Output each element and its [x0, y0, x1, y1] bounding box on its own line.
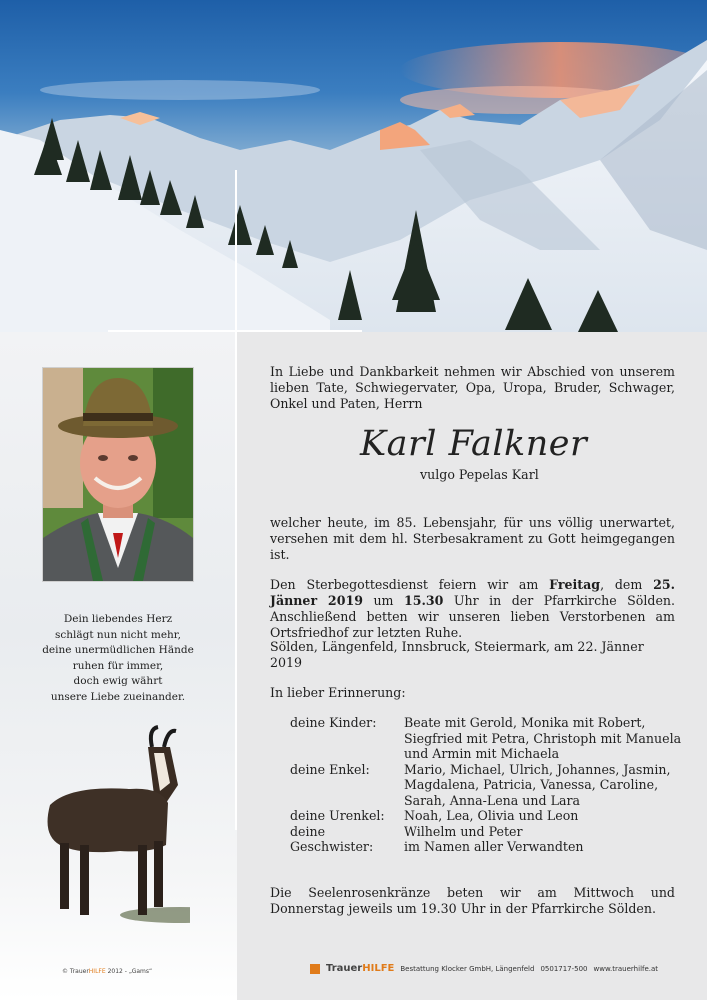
deceased-name: Karl Falkner: [360, 424, 588, 464]
poem-line: unsere Liebe zueinander.: [50, 690, 186, 703]
logo-text-a: Trauer: [326, 963, 363, 974]
mountain-landscape-image: [0, 0, 707, 332]
cross-horizontal-bar: [108, 330, 362, 332]
trauerhilfe-logo: [326, 963, 394, 974]
relatives-row: [290, 715, 684, 762]
funeral-text: um: [362, 593, 404, 608]
funeral-date: 25. Jänner 2019: [270, 577, 676, 608]
relatives-line: Beate mit Gerold, Monika mit Robert,: [404, 715, 646, 730]
poem-line: doch ewig währt: [73, 675, 163, 687]
relatives-names: [404, 762, 684, 809]
relatives-line: Wilhelm und Peter: [404, 823, 523, 839]
relatives-row: [290, 808, 684, 824]
credit-suffix: 2012 - „Gams“: [105, 968, 153, 975]
credit-prefix: © Trauer: [62, 968, 89, 975]
funeral-text: Uhr in der Pfarrkirche Sölden. Anschließend betten wir unseren lieben Verstorbenen am Ortsfriedhof zur letzten Ruhe.: [270, 593, 676, 640]
relatives-row: [290, 762, 684, 809]
poem-line: Dein liebendes Herz: [63, 613, 173, 625]
memorial-poem: [38, 612, 198, 705]
relatives-names: [404, 715, 684, 762]
relatives-label: deine Enkel:: [290, 761, 370, 777]
relatives-line: Noah, Lea, Olivia und Leon: [404, 808, 579, 823]
website-link[interactable]: www.trauerhilfe.at: [593, 964, 659, 973]
relatives-row: [290, 824, 684, 855]
intro-text: In Liebe und Dankbarkeit nehmen wir Abschied von unserem lieben Tate, Schwiegervater, Opa, Uropa, Bruder, Schwager, Onkel und Paten, Herrn: [270, 364, 675, 411]
relatives-names: [404, 824, 684, 855]
funeral-text: Den Sterbegottesdienst feiern wir am: [270, 577, 550, 592]
relatives-line: Mario, Michael, Ulrich, Johannes, Jasmin,: [404, 761, 671, 777]
logo-text-b: HILFE: [362, 963, 395, 974]
relatives-list: [290, 715, 684, 855]
poem-line: ruhen für immer,: [72, 659, 164, 672]
funeral-text: , dem: [600, 577, 654, 592]
nickname: vulgo Pepelas Karl: [420, 467, 539, 482]
funeral-time: 15.30: [403, 593, 444, 608]
relatives-label: deine Geschwister:: [290, 823, 374, 854]
credit-brand: HILFE: [88, 968, 106, 975]
death-notice-text: welcher heute, im 85. Lebensjahr, für uns völlig unerwartet, versehen mit dem hl. Sterbesakrament zu Gott heimgegangen ist.: [270, 515, 675, 562]
relatives-label: deine Kinder:: [290, 715, 377, 730]
poem-line: deine unermüdlichen Hände: [42, 644, 194, 656]
relatives-line: und Armin mit Michaela: [404, 746, 560, 761]
poem-line: schlägt nun nicht mehr,: [54, 628, 181, 641]
phone-number: 0501717-500: [540, 964, 588, 973]
relatives-line: im Namen aller Verwandten: [404, 839, 584, 854]
company-name: Bestattung Klocker GmbH, Längenfeld: [400, 964, 535, 973]
funeral-details: [270, 577, 675, 641]
relatives-line: Sarah, Anna-Lena und Lara: [404, 792, 580, 808]
remember-heading: In lieber Erinnerung:: [270, 685, 406, 700]
image-credit: [62, 968, 152, 975]
cross-vertical-bar: [235, 170, 237, 830]
rosary-notice: Die Seelenrosenkränze beten wir am Mittwoch und Donnerstag jeweils um 19.30 Uhr in der Pfarrkirche Sölden.: [270, 885, 675, 916]
place-date: Sölden, Längenfeld, Innsbruck, Steiermark, am 22. Jänner 2019: [270, 639, 644, 670]
chamois-image: [30, 725, 190, 925]
portrait-photo: [42, 367, 194, 582]
relatives-line: Siegfried mit Petra, Christoph mit Manuela: [404, 730, 682, 746]
relatives-line: Magdalena, Patricia, Vanessa, Caroline,: [404, 777, 659, 792]
relatives-label: deine Urenkel:: [290, 808, 385, 823]
trauerhilfe-logo-icon: [310, 964, 320, 974]
relatives-names: [404, 808, 684, 824]
funeral-day: Freitag: [549, 577, 601, 592]
footer: [310, 963, 658, 974]
